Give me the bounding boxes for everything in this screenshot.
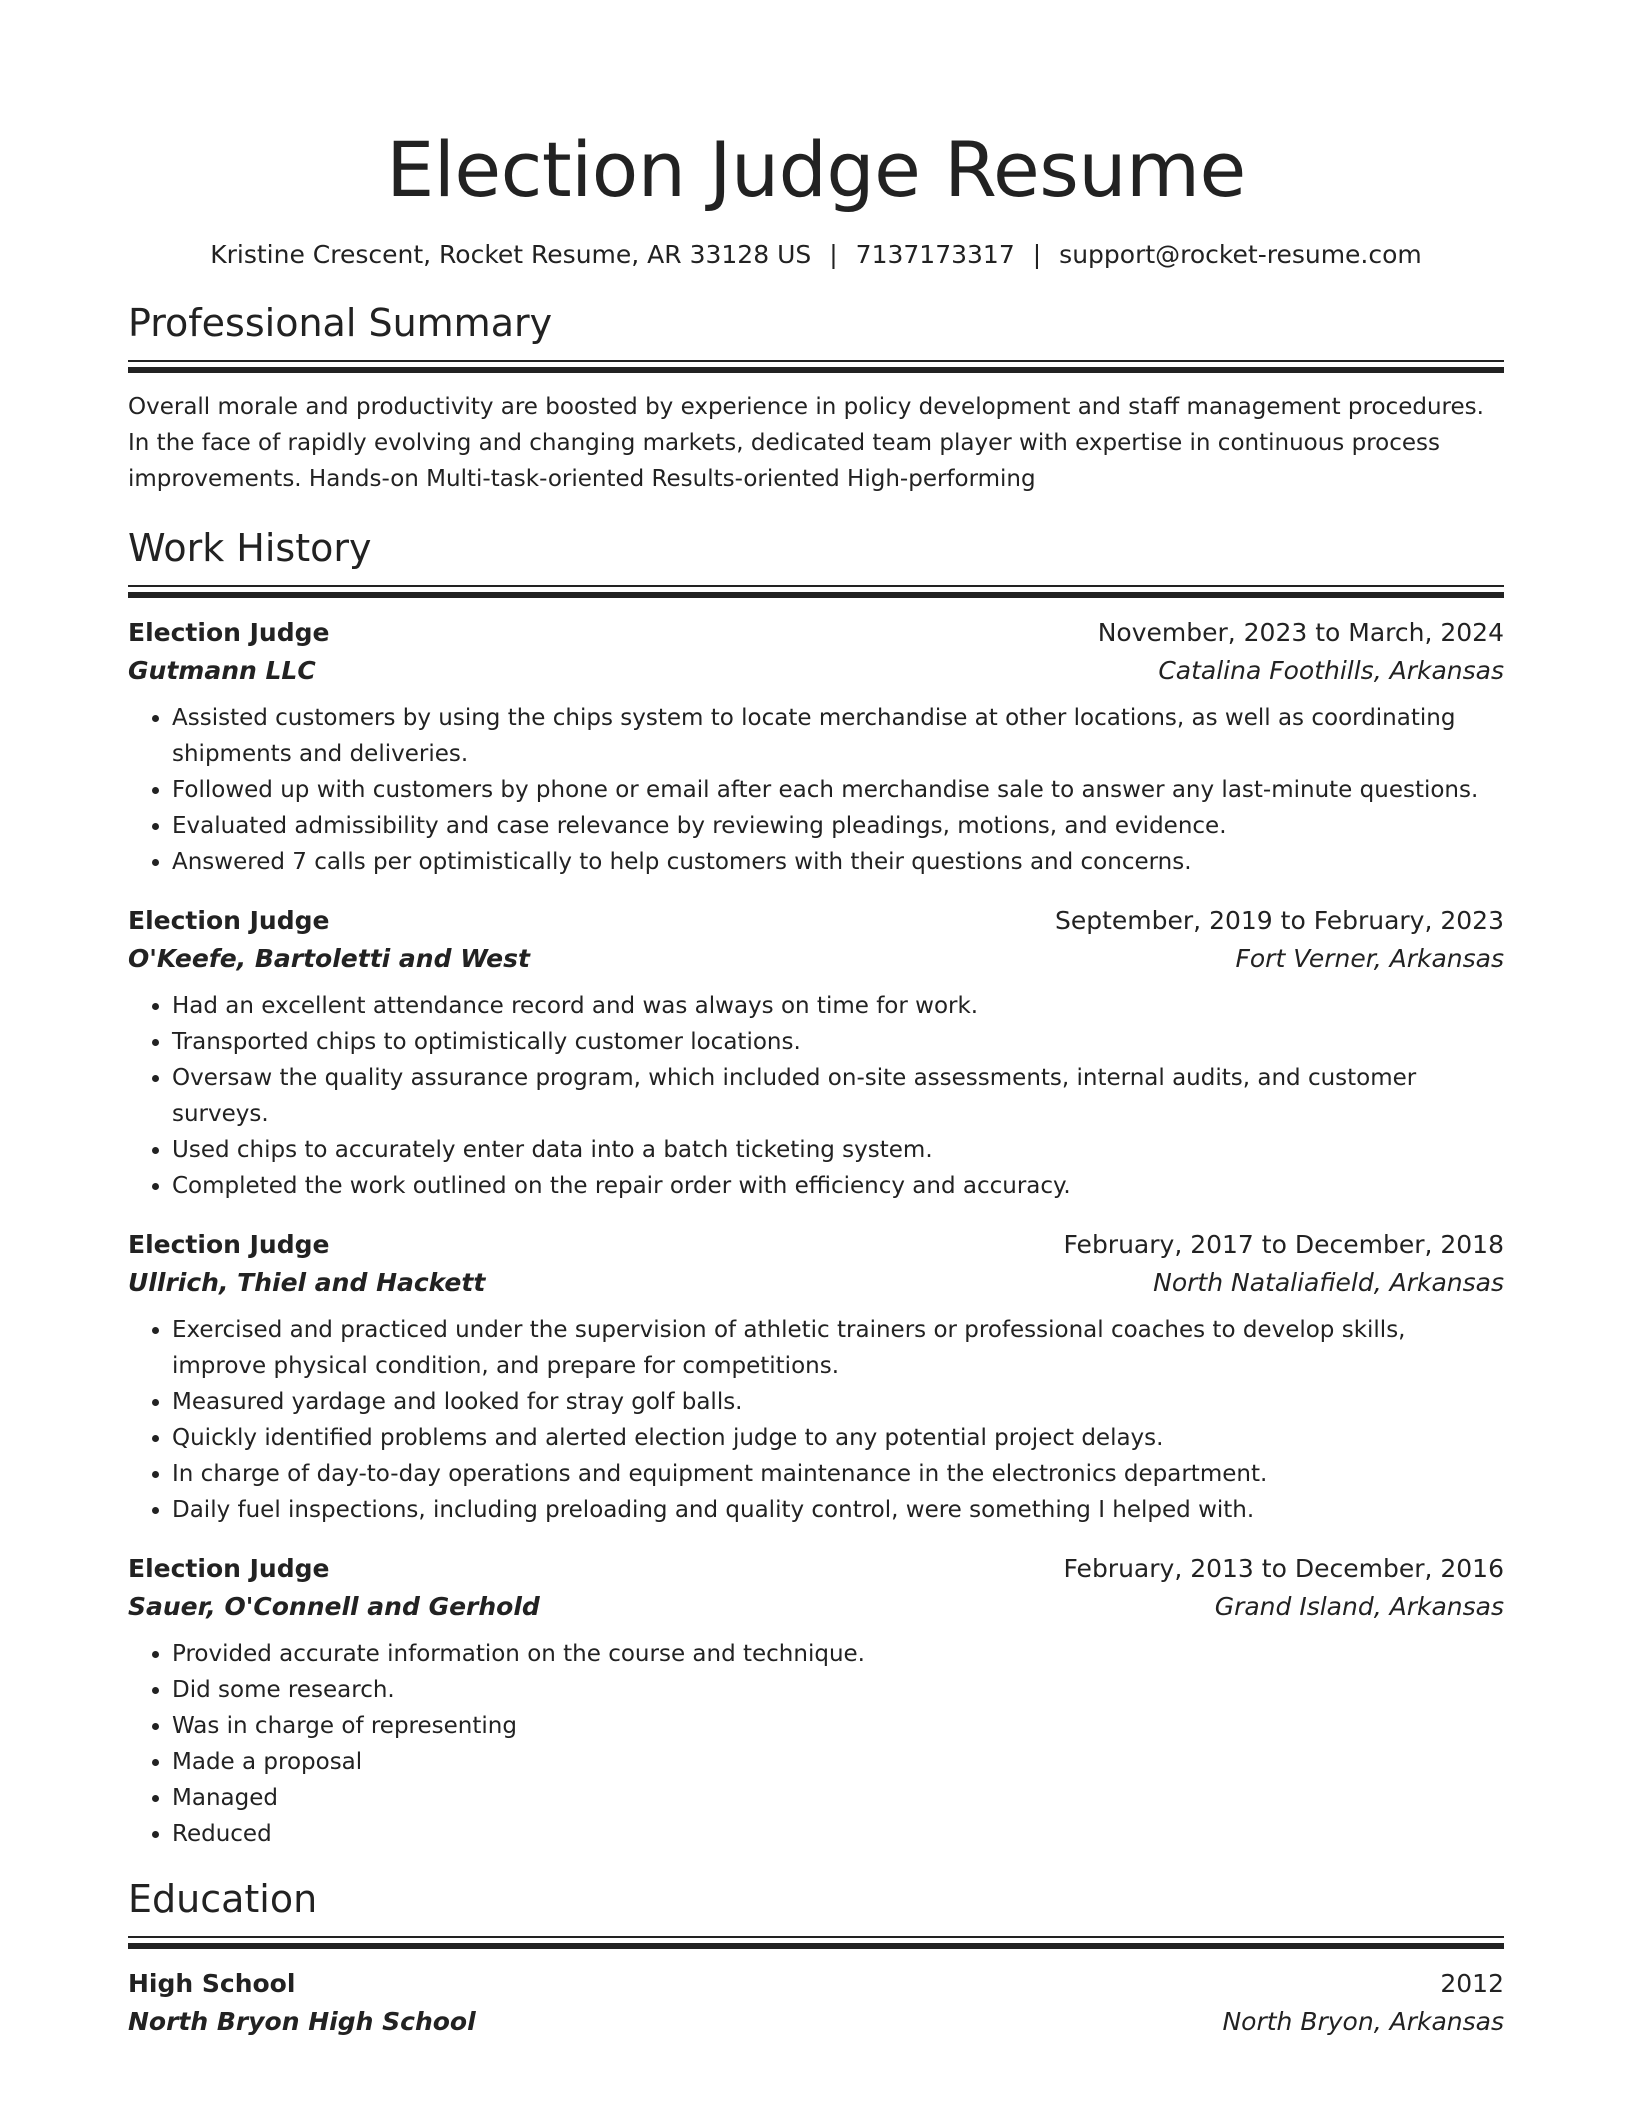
work-history-section (128, 523, 1504, 1852)
contact-phone: 7137173317 (855, 240, 1015, 269)
list-item: • Daily fuel inspections, including preloading and quality control, were something I helped with. (172, 1492, 1504, 1528)
job-location: Fort Verner, Arkansas (1235, 944, 1504, 973)
job-company: Gutmann LLC (128, 656, 316, 685)
job-bullets (128, 700, 1504, 880)
list-item: • Transported chips to optimistically customer locations. (172, 1024, 1504, 1060)
contact-line (128, 238, 1504, 272)
job-location: North Nataliafield, Arkansas (1153, 1268, 1504, 1297)
job-title: Election Judge (128, 1554, 330, 1583)
list-item: • Reduced (172, 1816, 1504, 1852)
job-location: Grand Island, Arkansas (1214, 1592, 1504, 1621)
list-item: • Did some research. (172, 1672, 1504, 1708)
list-item: • Made a proposal (172, 1744, 1504, 1780)
education-degree: High School (128, 1969, 296, 1998)
section-divider (128, 1936, 1504, 1949)
job-location: Catalina Foothills, Arkansas (1158, 656, 1504, 685)
job-entry (128, 1226, 1504, 1528)
list-item: • Exercised and practiced under the supervision of athletic trainers or professional coaches to develop skills, improve physical condition, and prepare for competitions. (172, 1312, 1504, 1384)
job-entry (128, 902, 1504, 1204)
job-title: Election Judge (128, 618, 330, 647)
section-divider (128, 360, 1504, 373)
list-item: • Used chips to accurately enter data into a batch ticketing system. (172, 1132, 1504, 1168)
list-item: • Managed (172, 1780, 1504, 1816)
job-dates: November, 2023 to March, 2024 (1097, 618, 1504, 647)
section-divider (128, 585, 1504, 598)
list-item: • In charge of day-to-day operations and equipment maintenance in the electronics department. (172, 1456, 1504, 1492)
job-entry (128, 1550, 1504, 1852)
education-year: 2012 (1440, 1969, 1504, 1998)
job-company: O'Keefe, Bartoletti and West (128, 944, 530, 973)
resume-title: Election Judge Resume (386, 125, 1246, 214)
list-item: • Followed up with customers by phone or email after each merchandise sale to answer any last-minute questions. (172, 772, 1504, 808)
job-title: Election Judge (128, 1230, 330, 1259)
work-history-heading: Work History (128, 526, 372, 570)
job-dates: February, 2017 to December, 2018 (1063, 1230, 1504, 1259)
summary-text: Overall morale and productivity are boosted by experience in policy development and staff management procedures. In the face of rapidly evolving and changing markets, dedicated team player with expertise in continuous process improvements. Hands-on Multi-task-oriented Results-oriented High-performing (128, 394, 1484, 492)
list-item: • Oversaw the quality assurance program, which included on-site assessments, internal audits, and customer surveys. (172, 1060, 1504, 1132)
job-company: Ullrich, Thiel and Hackett (128, 1268, 486, 1297)
list-item: • Measured yardage and looked for stray golf balls. (172, 1384, 1504, 1420)
contact-address: Kristine Crescent, Rocket Resume, AR 33128 US (210, 240, 812, 269)
summary-heading: Professional Summary (128, 301, 553, 345)
list-item: • Assisted customers by using the chips system to locate merchandise at other locations, as well as coordinating shipments and deliveries. (172, 700, 1504, 772)
job-title: Election Judge (128, 906, 330, 935)
education-heading: Education (128, 1877, 318, 1921)
list-item: • Provided accurate information on the course and technique. (172, 1636, 1504, 1672)
job-bullets (128, 1636, 1504, 1852)
education-section (128, 1874, 1504, 2041)
job-bullets (128, 1312, 1504, 1528)
contact-email[interactable]: support@rocket-resume.com (1059, 240, 1422, 269)
list-item: • Completed the work outlined on the repair order with efficiency and accuracy. (172, 1168, 1504, 1204)
list-item: • Evaluated admissibility and case relevance by reviewing pleadings, motions, and evidence. (172, 808, 1504, 844)
job-company: Sauer, O'Connell and Gerhold (128, 1592, 540, 1621)
list-item: • Quickly identified problems and alerted election judge to any potential project delays. (172, 1420, 1504, 1456)
education-location: North Bryon, Arkansas (1222, 2007, 1504, 2036)
contact-separator: | (829, 240, 838, 269)
job-entry (128, 614, 1504, 880)
summary-section (128, 298, 1504, 497)
contact-separator: | (1032, 240, 1042, 269)
resume-page (128, 120, 1504, 2063)
education-school: North Bryon High School (128, 2007, 476, 2036)
education-entry (128, 1965, 1504, 2041)
list-item: • Was in charge of representing (172, 1708, 1504, 1744)
list-item: • Had an excellent attendance record and was always on time for work. (172, 988, 1504, 1024)
job-bullets (128, 988, 1504, 1204)
job-dates: February, 2013 to December, 2016 (1063, 1554, 1504, 1583)
job-dates: September, 2019 to February, 2023 (1055, 906, 1504, 935)
list-item: • Answered 7 calls per optimistically to help customers with their questions and concerns. (172, 844, 1504, 880)
